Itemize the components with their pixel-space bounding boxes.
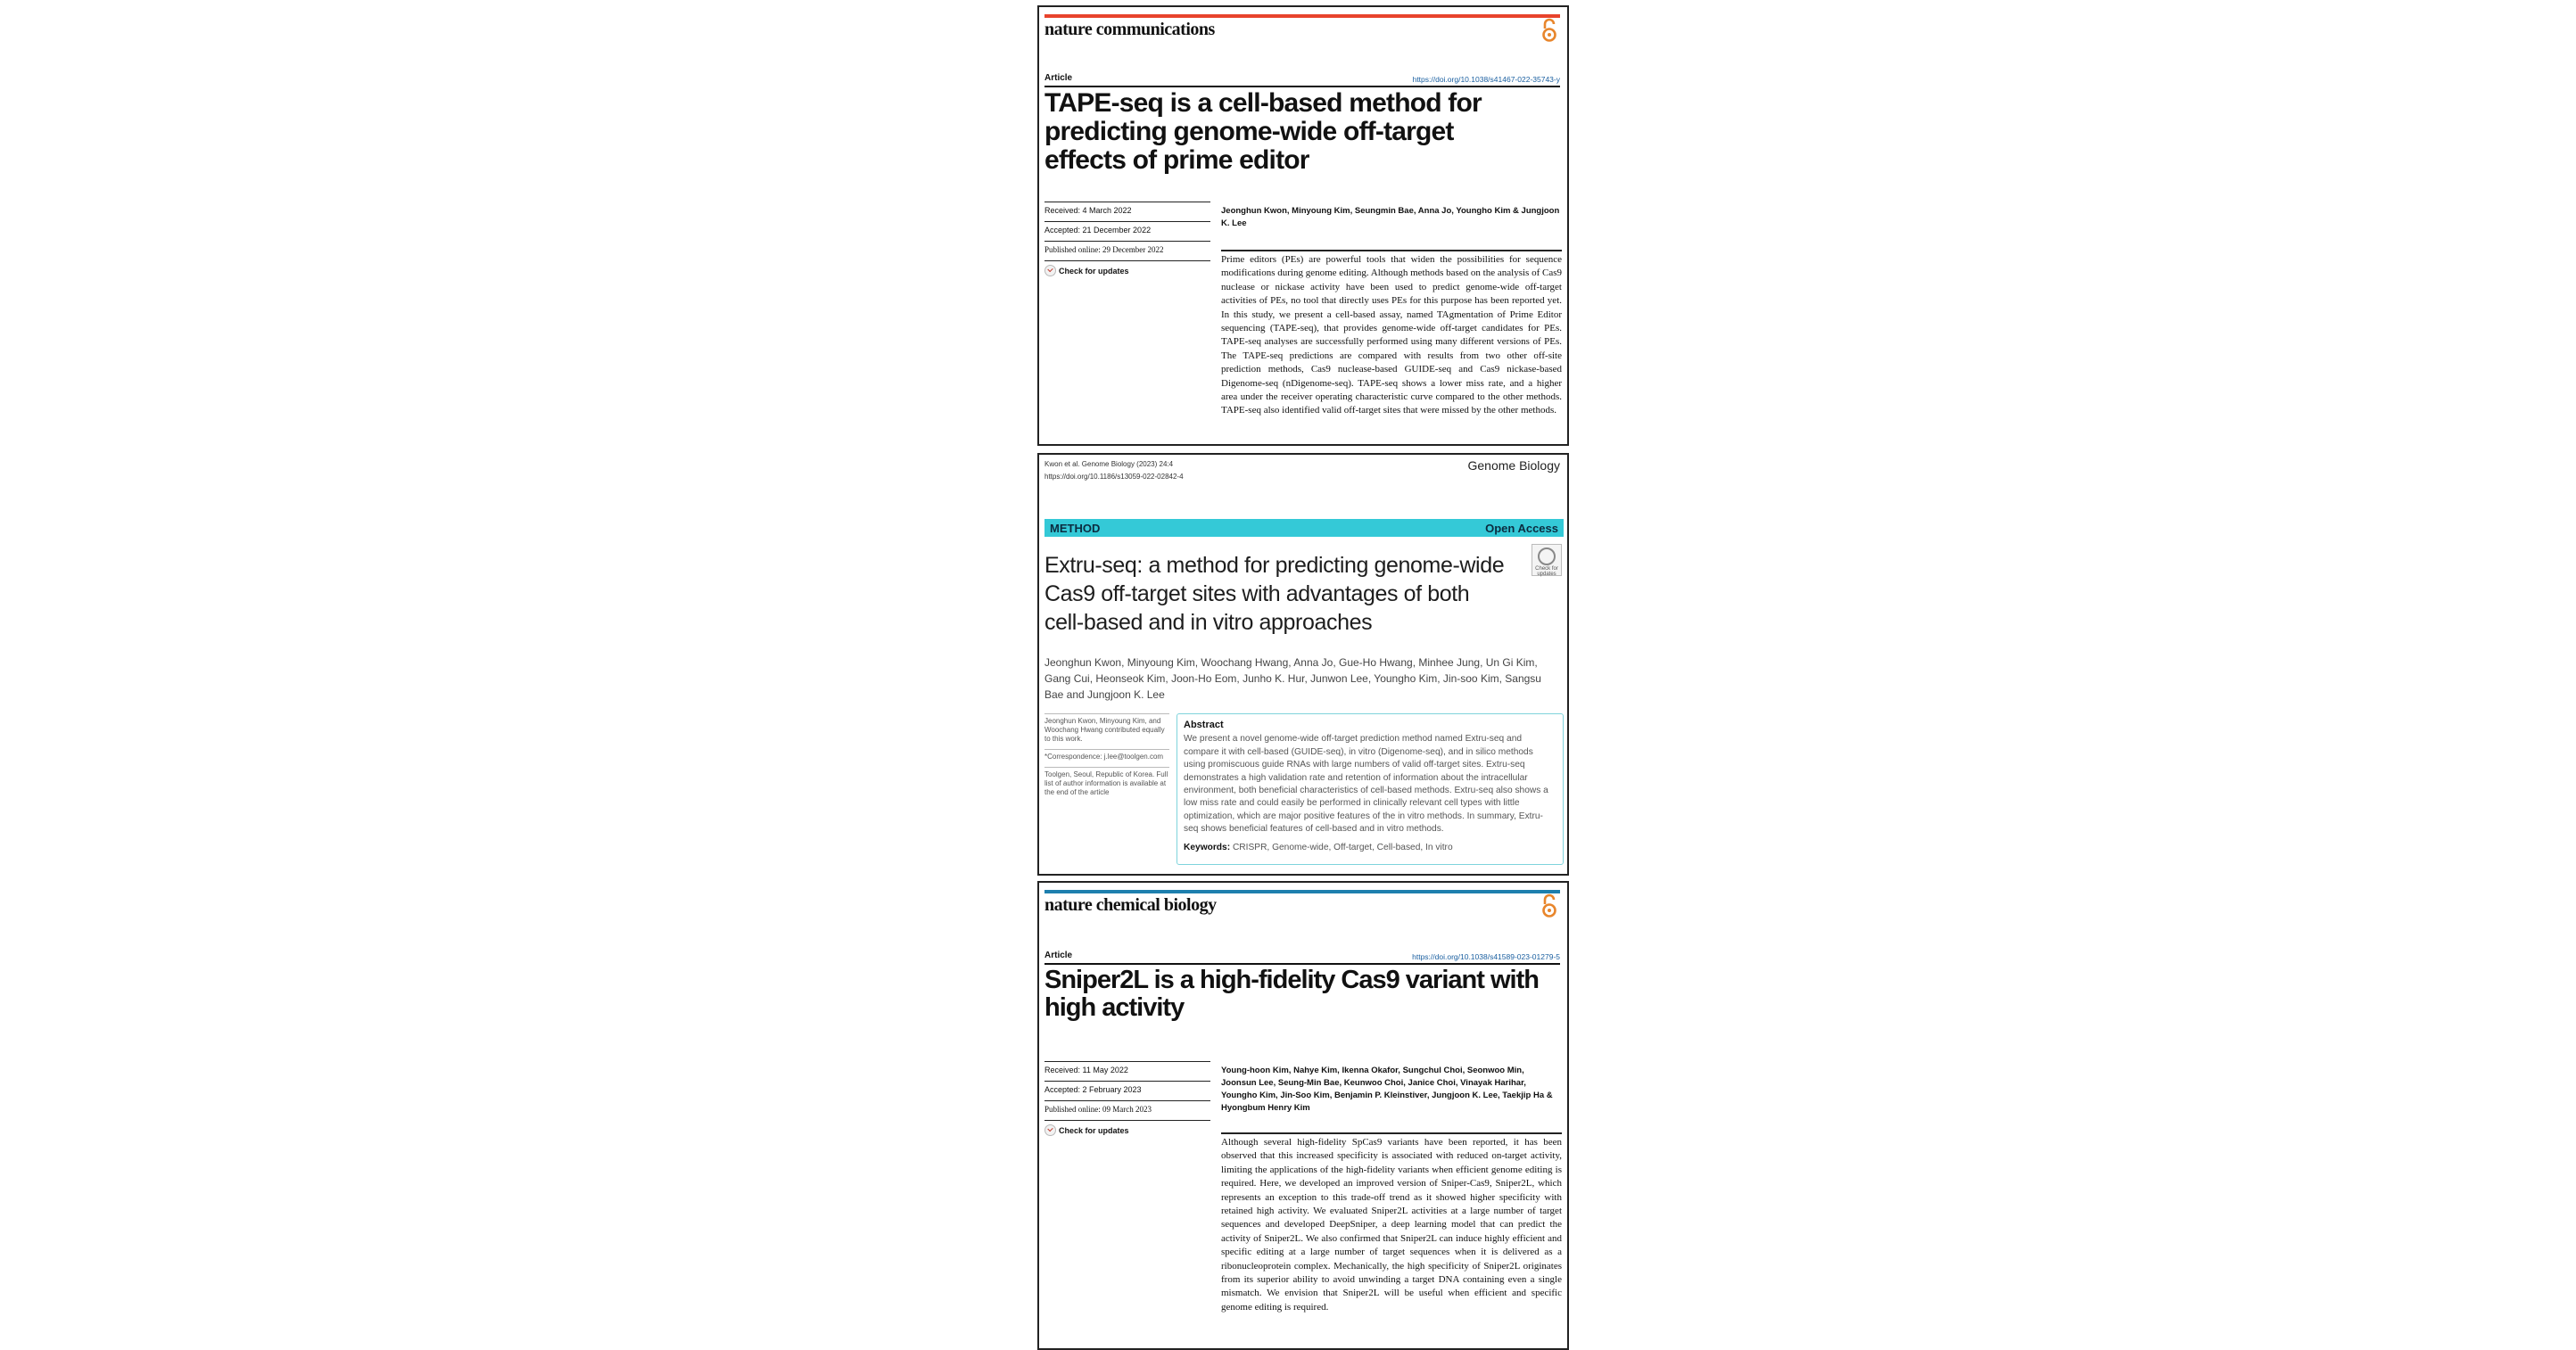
keywords-label: Keywords: bbox=[1184, 842, 1231, 852]
article-title: TAPE-seq is a cell-based method for predicting genome-wide off-target effects of prime editor bbox=[1044, 88, 1482, 175]
check-updates-icon bbox=[1538, 547, 1556, 565]
equal-contribution-note: Jeonghun Kwon, Minyoung Kim, and Woochang Hwang contributed equally to this work. bbox=[1044, 713, 1169, 744]
abstract-text: Prime editors (PEs) are powerful tools that widen the possibilities for sequence modifications during genome editing. Although methods based on the analysis of Cas9 nuclease or nickase activity have been used to predict genome-wide off-target activities of PEs, no tool that directly uses PEs for this purpose has been reported yet. In this study, we present a cell-based assay, named TAgmentation of Prime Editor sequencing (TAPE-seq), that provides genome-wide off-target candidates for PEs. TAPE-seq analyses are successfully performed using many different versions of PEs. The TAPE-seq predictions are compared with results from two other off-site prediction methods, Cas9 nuclease-based GUIDE-seq and Cas9 nickase-based Digenome-seq (nDigenome-seq). TAPE-seq shows a lower miss rate, and a higher area under the receiver operating characteristic curve compared to the other methods. TAPE-seq also identified valid off-target sites that were missed by the other methods. bbox=[1221, 254, 1562, 416]
paper-panel-extru-seq bbox=[1037, 453, 1569, 876]
doi-link[interactable]: https://doi.org/10.1186/s13059-022-02842-4 bbox=[1044, 473, 1184, 481]
journal-logo: nature communications bbox=[1044, 20, 1215, 39]
received-date: Received: 11 May 2022 bbox=[1044, 1061, 1210, 1081]
journal-logo: nature chemical biology bbox=[1044, 895, 1217, 915]
check-updates-icon bbox=[1044, 265, 1056, 276]
accepted-date: Accepted: 2 February 2023 bbox=[1044, 1081, 1210, 1100]
author-notes bbox=[1044, 713, 1169, 803]
check-updates-label: Check for updates bbox=[1535, 566, 1558, 577]
journal-color-bar bbox=[1044, 890, 1560, 893]
published-date: Published online: 29 December 2022 bbox=[1044, 241, 1210, 260]
journal-logo: Genome Biology bbox=[1467, 458, 1560, 473]
published-date: Published online: 09 March 2023 bbox=[1044, 1100, 1210, 1120]
open-access-icon bbox=[1540, 18, 1558, 43]
article-title: Extru-seq: a method for predicting genome-wide Cas9 off-target sites with advantages of both cell-based and in vitro approaches bbox=[1044, 553, 1505, 635]
keywords-line bbox=[1184, 842, 1556, 854]
journal-color-bar bbox=[1044, 14, 1560, 18]
method-banner bbox=[1044, 519, 1564, 537]
check-updates-icon bbox=[1044, 1124, 1056, 1136]
open-access-icon bbox=[1540, 893, 1558, 918]
article-title: Sniper2L is a high-fidelity Cas9 variant with high activity bbox=[1044, 966, 1539, 1022]
doi-link[interactable]: https://doi.org/10.1038/s41467-022-35743-y bbox=[1412, 75, 1560, 84]
abstract-box bbox=[1177, 713, 1564, 865]
affiliation-note: Toolgen, Seoul, Republic of Korea. Full list of author information is available at the end of the article bbox=[1044, 767, 1169, 797]
paper-panel-sniper2l bbox=[1037, 881, 1569, 1350]
open-access-label: Open Access bbox=[1485, 521, 1558, 535]
check-updates-label: Check for updates bbox=[1059, 1125, 1129, 1135]
accepted-date: Accepted: 21 December 2022 bbox=[1044, 221, 1210, 241]
check-updates-button[interactable] bbox=[1044, 1120, 1210, 1142]
paper-panel-tape-seq bbox=[1037, 5, 1569, 446]
citation-line: Kwon et al. Genome Biology (2023) 24:4 bbox=[1044, 460, 1174, 468]
dates-block bbox=[1044, 202, 1210, 283]
keywords-value: CRISPR, Genome-wide, Off-target, Cell-based, In vitro bbox=[1232, 842, 1453, 852]
received-date: Received: 4 March 2022 bbox=[1044, 202, 1210, 221]
doi-link[interactable]: https://doi.org/10.1038/s41589-023-01279-5 bbox=[1412, 952, 1560, 961]
author-list: Jeonghun Kwon, Minyoung Kim, Seungmin Bae, Anna Jo, Youngho Kim & Jungjoon K. Lee bbox=[1221, 206, 1560, 228]
check-updates-button[interactable] bbox=[1532, 544, 1562, 576]
article-type-label: Article bbox=[1044, 951, 1073, 960]
dates-block bbox=[1044, 1061, 1210, 1142]
abstract-text: Although several high-fidelity SpCas9 variants have been reported, it has been observed that this increased specificity is associated with reduced on-target activity, limiting the applications of the high-fidelity variants when efficient genome editing is required. Here, we developed an improved version of Sniper-Cas9, Sniper2L, which represents an exception to this trade-off trend as it showed higher specificity with retained high activity. We evaluated Sniper2L activities at a large number of target sequences and developed DeepSniper, a deep learning model that can predict the activity of Sniper2L. We also confirmed that Sniper2L can induce highly efficient and specific editing at a large number of target sequences when it is delivered as a ribonucleoprotein complex. Mechanically, the high specificity of Sniper2L originates from its superior ability to avoid unwinding a target DNA containing even a single mismatch. We envision that Sniper2L will be useful when efficient and specific genome editing is required. bbox=[1221, 1137, 1562, 1313]
check-updates-button[interactable] bbox=[1044, 260, 1210, 283]
check-updates-label: Check for updates bbox=[1059, 266, 1129, 276]
citation-header bbox=[1044, 458, 1184, 483]
author-list: Jeonghun Kwon, Minyoung Kim, Woochang Hwang, Anna Jo, Gue-Ho Hwang, Minhee Jung, Un Gi Kim, Gang Cui, Heonseok Kim, Joon-Ho Eom, Junho K. Hur, Junwon Lee, Youngho Kim, Jin-soo Kim, Sangsu Bae and Jungjoon K. Lee bbox=[1044, 656, 1541, 701]
divider bbox=[1044, 86, 1560, 87]
abstract-heading: Abstract bbox=[1184, 720, 1224, 730]
article-type-label: Article bbox=[1044, 73, 1073, 83]
abstract-text: We present a novel genome-wide off-target prediction method named Extru-seq and compare it with cell-based (GUIDE-seq), in vitro (Digenome-seq), and in silico methods using promiscuous guide RNAs with large numbers of valid off-target sites. Extru-seq demonstrates a high validation rate and retention of information about the intracellular environment, both beneficial characteristics of cell-based methods. Extru-seq also shows a low miss rate and could easily be performed in clinically relevant cell types with little optimization, which are major positive features of the in vitro methods. In summary, Extru-seq shows beneficial features of cell-based and in vitro methods. bbox=[1184, 734, 1548, 835]
correspondence-note: *Correspondence: j.lee@toolgen.com bbox=[1044, 749, 1169, 761]
divider bbox=[1044, 963, 1560, 965]
method-label: METHOD bbox=[1050, 521, 1101, 535]
divider bbox=[1221, 1132, 1562, 1134]
author-list: Young-hoon Kim, Nahye Kim, Ikenna Okafor, Sungchul Choi, Seonwoo Min, Joonsun Lee, Seung-Min Bae, Keunwoo Choi, Janice Choi, Vinayak Harihar, Youngho Kim, Jin-Soo Kim, Benjamin P. Kleinstiver, Jungjoon K. Lee, Taekjip Ha & Hyongbum Henry Kim bbox=[1221, 1066, 1553, 1113]
divider bbox=[1221, 250, 1562, 251]
